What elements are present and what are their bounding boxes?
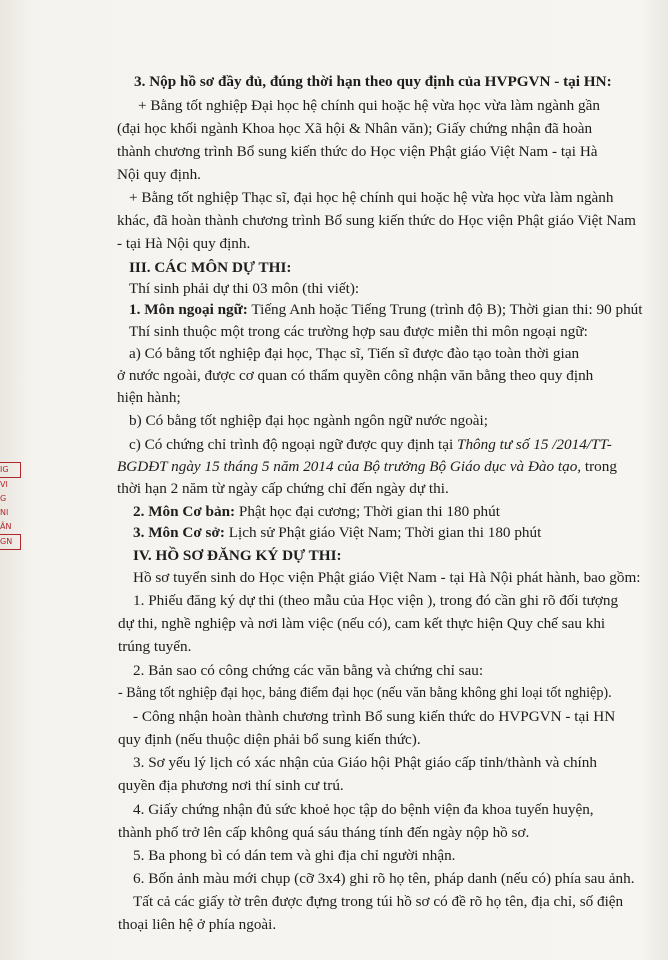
text-line: Nội quy định. [117,166,201,183]
section-iii-heading: III. CÁC MÔN DỰ THI: [129,259,292,276]
text-line: Hồ sơ tuyển sinh do Học viện Phật giáo Việt Nam - tại Hà Nội phát hành, bao gồm: [133,569,641,586]
c-circular: Thông tư số 15 /2014/TT- [457,436,612,453]
text-line: - tại Hà Nội quy định. [117,235,251,252]
subject-3-label: 3. Môn Cơ sở: [133,524,225,541]
text-line: - Bằng tốt nghiệp đại học, bảng điểm đại học (nếu văn bằng không ghi loại tốt nghiệp). [118,685,612,701]
text-line: thành chương trình Bổ sung kiến thức do Học viện Phật giáo Việt Nam - tại Hà [117,143,598,160]
seal-text: IG [0,462,21,478]
c-text: c) Có chứng chỉ trình độ ngoại ngữ được quy định tại [129,436,457,453]
subject-1-text: Tiếng Anh hoặc Tiếng Trung (trình độ B); Thời gian thi: 90 phút [247,301,643,318]
subject-2 [0,502,668,521]
text-line-c [0,435,668,454]
text-line: 3. Sơ yếu lý lịch có xác nhận của Giáo hội Phật giáo cấp tỉnh/thành và chính [133,754,597,771]
text-line: 5. Ba phong bì có dán tem và ghi địa chỉ người nhận. [133,847,456,864]
text-line: - Công nhận hoàn thành chương trình Bổ sung kiến thức do HVPGVN - tại HN [133,708,616,725]
text-line: thoại liên hệ ở phía ngoài. [118,916,277,933]
c-text-2: trong [581,458,617,475]
text-line: 1. Phiếu đăng ký dự thi (theo mẫu của Học viện ), trong đó cần ghi rõ đối tượng [133,592,619,609]
text-line: thành phố trở lên cấp không quá sáu tháng tính đến ngày nộp hồ sơ. [118,824,530,841]
text-line: Thí sinh thuộc một trong các trường hợp sau được miễn thi môn ngoại ngữ: [129,323,588,340]
text-line: Tất cả các giấy tờ trên được đựng trong túi hồ sơ có đề rõ họ tên, địa chỉ, số điện [133,893,624,910]
seal-text: G [0,494,7,503]
text-line: trúng tuyển. [118,638,192,655]
text-line: + Bằng tốt nghiệp Thạc sĩ, đại học hệ chính qui hoặc hệ vừa học vừa làm ngành [129,189,614,206]
text-line: quy định (nếu thuộc diện phải bổ sung kiến thức). [118,731,421,748]
section-3-heading: 3. Nộp hồ sơ đầy đủ, đúng thời hạn theo quy định của HVPGVN - tại HN: [134,73,612,90]
subject-3 [0,523,668,542]
c-circular-2: BGDĐT ngày 15 tháng 5 năm 2014 của Bộ trưởng Bộ Giáo dục và Đào tạo, [117,458,582,475]
text-line: 6. Bốn ảnh màu mới chụp (cỡ 3x4) ghi rõ họ tên, pháp danh (nếu có) phía sau ảnh. [133,870,635,887]
text-line: Thí sinh phải dự thi 03 môn (thi viết): [129,280,360,297]
text-line: hiện hành; [117,389,181,406]
text-line: b) Có bằng tốt nghiệp đại học ngành ngôn ngữ nước ngoài; [129,412,488,429]
text-line: + Bằng tốt nghiệp Đại học hệ chính qui hoặc hệ vừa học vừa làm ngành gần [138,97,600,114]
text-line: (đại học khối ngành Khoa học Xã hội & Nhân văn); Giấy chứng nhận đã hoàn [117,120,593,137]
subject-2-label: 2. Môn Cơ bản: [133,503,236,520]
section-iv-heading: IV. HỒ SƠ ĐĂNG KÝ DỰ THI: [133,547,342,564]
text-line: 4. Giấy chứng nhận đủ sức khoẻ học tập do bệnh viện đa khoa tuyến huyện, [133,801,594,818]
text-line: 2. Bản sao có công chứng các văn bằng và chứng chỉ sau: [133,662,484,679]
text-line: a) Có bằng tốt nghiệp đại học, Thạc sĩ, Tiến sĩ được đào tạo toàn thời gian [129,345,580,362]
text-line: khác, đã hoàn thành chương trình Bổ sung kiến thức do Học viện Phật giáo Việt Nam [117,212,636,229]
red-seal-fragment [0,462,24,572]
seal-text: GN [0,534,21,550]
text-line-c2 [0,457,668,476]
subject-3-text: Lịch sử Phật giáo Việt Nam; Thời gian thi 180 phút [224,524,542,541]
text-line: thời hạn 2 năm từ ngày cấp chứng chỉ đến ngày dự thi. [117,480,449,497]
subject-1 [0,300,668,319]
seal-text: NI [0,508,9,517]
seal-text: VI [0,480,8,489]
seal-text: ÂN [0,522,12,531]
subject-1-label: 1. Môn ngoại ngữ: [129,301,248,318]
text-line: dự thi, nghề nghiệp và nơi làm việc (nếu có), cam kết thực hiện Quy chế sau khi [118,615,606,632]
subject-2-text: Phật học đại cương; Thời gian thi 180 phút [235,503,500,520]
text-line: ở nước ngoài, được cơ quan có thẩm quyền công nhận văn bằng theo quy định [117,367,594,384]
text-line: quyền địa phương nơi thí sinh cư trú. [118,777,344,794]
